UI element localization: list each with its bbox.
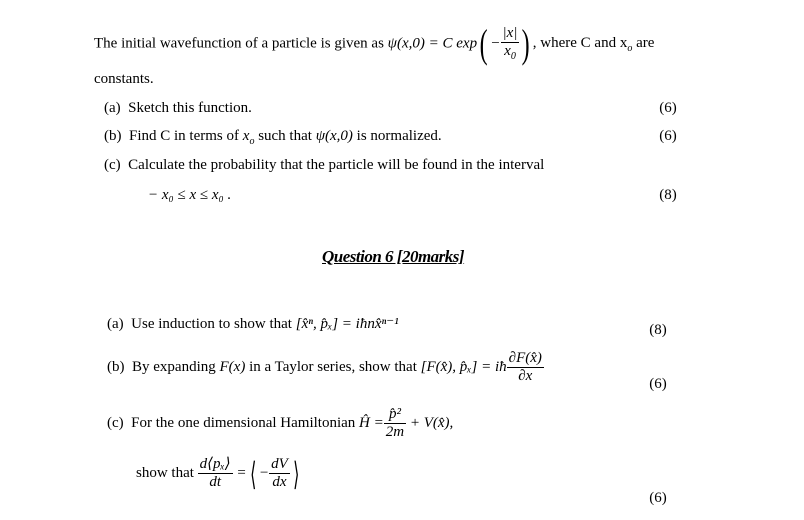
p-squared-over-2m: $\frac{\text{p̂²}}{2m}$ <box>385 406 405 441</box>
q6-part-a: (a) Use induction to show that [x̂ⁿ, p̂ₓ] = iħnx̂ⁿ⁻¹ <box>107 316 399 332</box>
hamiltonian-lhs: Ĥ = <box>359 415 384 432</box>
hamiltonian-rhs: + V(x̂), <box>409 415 454 432</box>
abs-x-over-x0-fraction <box>501 25 520 63</box>
q5-constants: constants. <box>94 71 154 87</box>
partial-f-fraction: $\frac{\partial F(x̂)}{\partial x}$ <box>508 350 542 385</box>
q6-part-b: (b) By expanding F(x) in a Taylor series, show that [F(x̂), p̂ₓ] = iħ $\frac{\partial F(x̂)}{\partial x}$ <box>107 350 542 385</box>
part-b-label: (b) <box>104 128 122 144</box>
part-c-interval: − x₀ ≤ x ≤ x₀ . <box>148 187 232 203</box>
dp-dt-fraction: $\frac{\text{d⟨pₓ⟩}}{dt}$ <box>199 456 231 491</box>
psi-expression: ψ(x,0) = C exp <box>387 35 478 52</box>
left-angle: ⟨ <box>249 455 256 492</box>
commutator-xn-px: [x̂ⁿ, p̂ₓ] = iħnx̂ⁿ⁻¹ <box>295 316 399 332</box>
question-6-heading: Question 6 [20marks] <box>322 247 465 266</box>
q5-part-c <box>104 157 544 174</box>
minus-sign: − <box>490 35 501 52</box>
commutator-f-px: [F(x̂), p̂ₓ] = iħ <box>420 359 507 376</box>
ehrenfest-line: show that $\frac{\text{d⟨pₓ⟩}}{dt}$ =⟨ − $\frac{dV}{dx}$ ⟩ <box>136 455 300 492</box>
part-c-marks: (8) <box>659 187 677 203</box>
show-that-text: show that <box>136 465 194 482</box>
q6-part-c: (c) For the one dimensional Hamiltonian Ĥ = $\frac{\text{p̂²}}{2m}$ + V(x̂), <box>107 406 454 441</box>
part-b-marks: (6) <box>659 128 677 144</box>
right-paren: ) <box>522 21 531 66</box>
part-c-label: (c) <box>104 157 121 173</box>
q5-intro-line <box>94 21 655 66</box>
part-a-marks: (6) <box>659 100 677 116</box>
q6-part-c-marks: (6) <box>649 490 667 506</box>
x0-denominator: $x_0$ <box>504 43 516 63</box>
q5-intro-text: The initial wavefunction of a particle is given as <box>94 35 384 52</box>
left-paren: ( <box>479 21 488 66</box>
part-a-text: Sketch this function. <box>128 100 252 116</box>
q5-intro-tail: , where C and $x_o$ are <box>532 35 655 55</box>
dv-dx-fraction: $\frac{dV}{dx}$ <box>271 456 288 491</box>
right-angle: ⟩ <box>292 455 300 492</box>
q6-part-a-marks: (8) <box>649 322 667 338</box>
q6-part-b-marks: (6) <box>649 376 667 392</box>
q5-part-a <box>104 100 252 117</box>
part-a-label: (a) <box>104 100 121 116</box>
abs-x: |x| <box>501 25 520 43</box>
part-c-text: Calculate the probability that the particle will be found in the interval <box>128 157 545 173</box>
q5-part-b: (b) Find C in terms of $x_o$ such that ψ(x,0) is normalized. <box>104 128 442 147</box>
